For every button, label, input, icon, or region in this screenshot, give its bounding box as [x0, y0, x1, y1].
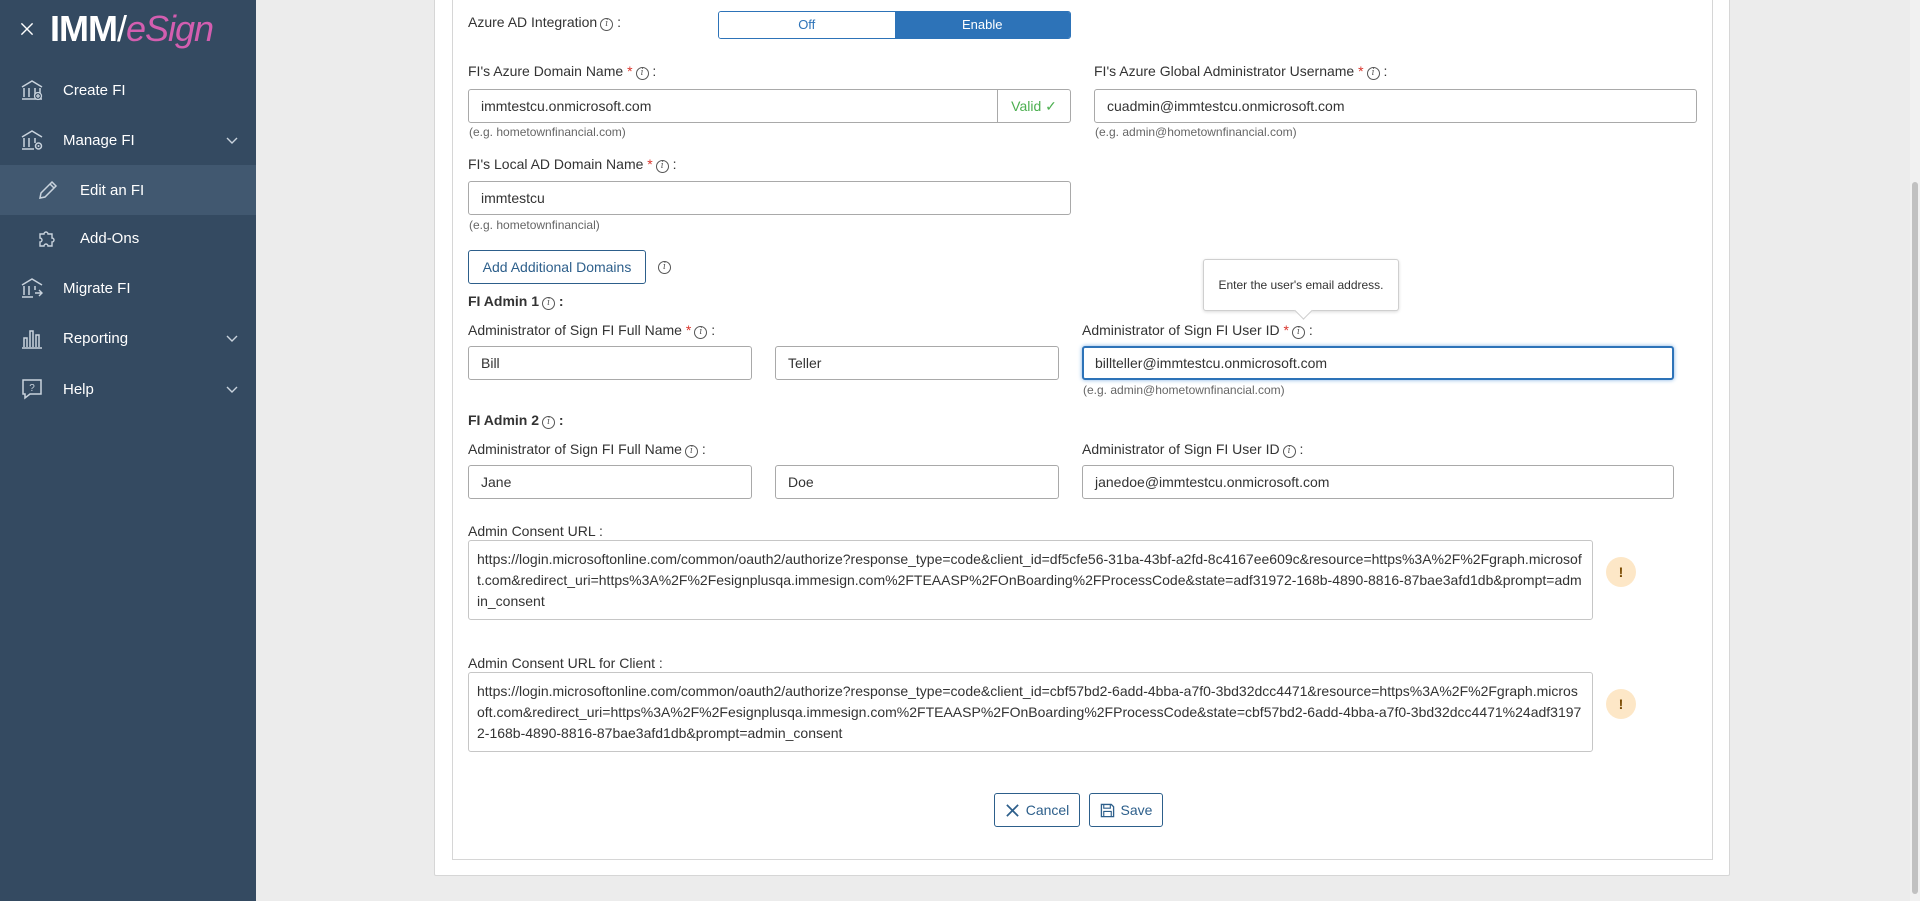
bar-chart-icon — [20, 326, 44, 350]
info-icon[interactable]: i — [636, 67, 649, 80]
sidebar-item-reporting[interactable] — [0, 313, 256, 363]
info-icon[interactable]: i — [600, 18, 613, 31]
sidebar-item-label: Create FI — [63, 81, 126, 99]
admin1-last-name-input[interactable]: Teller — [775, 346, 1059, 380]
sidebar-item-label: Migrate FI — [63, 279, 131, 297]
save-label: Save — [1120, 802, 1153, 818]
admin1-user-id-input[interactable]: billteller@immtestcu.onmicrosoft.com — [1082, 346, 1674, 380]
admin-consent-url-client-textarea[interactable]: https://login.microsoftonline.com/common/oauth2/authorize?response_type=code&client_id=cbf57bd2-6add-4bba-a7f0-3bd32dcc4471&resource=https%3A%2F%2Fgraph.microsoft.com&redirect_uri=https%3A%2F%2Fesignplusqa.immesign.com%2FTEAASP%2FOnBoarding%2FProcessCode&state=cbf57bd2-6add-4bba-a7f0-3bd32dcc4471%24adf31972-168b-4890-8816-87bae3afd1db&prompt=admin_consent — [468, 672, 1593, 752]
add-additional-domains-button[interactable]: Add Additional Domains — [468, 250, 646, 284]
admin1-full-name-label: Administrator of Sign FI Full Name * i : — [468, 322, 716, 338]
pencil-icon — [36, 178, 60, 202]
fi-admin-2-title: FI Admin 2 i : — [468, 412, 564, 428]
azure-admin-hint: (e.g. admin@hometownfinancial.com) — [1095, 125, 1297, 139]
info-icon[interactable]: i — [658, 261, 671, 274]
info-icon[interactable]: i — [1367, 67, 1380, 80]
info-icon[interactable]: i — [542, 297, 555, 310]
valid-badge: Valid ✓ — [997, 89, 1071, 123]
admin-consent-url-label: Admin Consent URL : — [468, 523, 603, 539]
info-icon[interactable]: i — [656, 160, 669, 173]
sidebar-item-label: Add-Ons — [80, 229, 140, 247]
page-scrollbar[interactable] — [1910, 0, 1920, 901]
admin1-user-id-hint: (e.g. admin@hometownfinancial.com) — [1083, 383, 1285, 397]
admin-consent-url-textarea[interactable]: https://login.microsoftonline.com/common/oauth2/authorize?response_type=code&client_id=df5cfe56-31ba-43bf-a2fd-8c4167ee609c&resource=https%3A%2F%2Fgraph.microsoft.com&redirect_uri=https%3A%2F%2Fesignplusqa.immesign.com%2FTEAASP%2FOnBoarding%2FProcessCode&state=adf31972-168b-4890-8816-87bae3afd1db&prompt=admin_consent — [468, 540, 1593, 620]
sidebar-item-label: Manage FI — [63, 131, 135, 149]
app-logo: IMM/eSign — [50, 8, 214, 49]
chevron-down-icon — [226, 332, 238, 344]
floppy-disk-icon — [1100, 803, 1115, 818]
info-icon[interactable]: i — [542, 416, 555, 429]
admin2-last-name-input[interactable]: Doe — [775, 465, 1059, 499]
bank-transfer-icon — [20, 276, 44, 300]
save-button[interactable] — [1089, 793, 1163, 827]
scrollbar-thumb[interactable] — [1912, 182, 1918, 894]
sidebar-item-label: Edit an FI — [80, 181, 145, 199]
admin1-user-id-label: Administrator of Sign FI User ID * i : — [1082, 322, 1313, 338]
sidebar — [0, 0, 256, 901]
admin2-user-id-input[interactable]: janedoe@immtestcu.onmicrosoft.com — [1082, 465, 1674, 499]
sidebar-item-help[interactable] — [0, 364, 256, 414]
azure-domain-hint: (e.g. hometownfinancial.com) — [469, 125, 626, 139]
chevron-down-icon — [226, 134, 238, 146]
puzzle-icon — [36, 226, 60, 250]
cancel-button[interactable] — [994, 793, 1080, 827]
toggle-off-option[interactable]: Off — [719, 12, 895, 38]
azure-domain-input[interactable]: immtestcu.onmicrosoft.com — [468, 89, 998, 123]
sidebar-item-label: Help — [63, 380, 94, 398]
admin2-first-name-input[interactable]: Jane — [468, 465, 752, 499]
local-ad-input[interactable]: immtestcu — [468, 181, 1071, 215]
warning-icon[interactable]: ! — [1606, 557, 1636, 587]
warning-icon[interactable]: ! — [1606, 689, 1636, 719]
azure-ad-toggle[interactable] — [718, 11, 1071, 39]
azure-ad-integration-label: Azure AD Integration i : — [468, 14, 621, 30]
help-bubble-icon — [20, 377, 44, 401]
admin2-full-name-label: Administrator of Sign FI Full Name i : — [468, 441, 706, 457]
azure-domain-label: FI's Azure Domain Name * i : — [468, 63, 657, 79]
bank-icon — [20, 78, 44, 102]
admin2-user-id-label: Administrator of Sign FI User ID i : — [1082, 441, 1304, 457]
chevron-down-icon — [226, 383, 238, 395]
cancel-label: Cancel — [1025, 802, 1070, 818]
user-id-tooltip: Enter the user's email address. — [1203, 259, 1399, 311]
info-icon[interactable]: i — [694, 326, 707, 339]
azure-admin-input[interactable]: cuadmin@immtestcu.onmicrosoft.com — [1094, 89, 1697, 123]
info-icon[interactable]: i — [1292, 326, 1305, 339]
admin1-first-name-input[interactable]: Bill — [468, 346, 752, 380]
svg-text:?: ? — [29, 383, 35, 394]
azure-admin-label: FI's Azure Global Administrator Username * i : — [1094, 63, 1388, 79]
sidebar-item-label: Reporting — [63, 329, 129, 347]
local-ad-hint: (e.g. hometownfinancial) — [469, 218, 600, 232]
sidebar-item-migrate-fi[interactable] — [0, 263, 256, 313]
sidebar-item-edit-fi[interactable] — [0, 165, 256, 215]
info-icon[interactable]: i — [1283, 445, 1296, 458]
close-icon — [1005, 803, 1020, 818]
sidebar-item-create-fi[interactable] — [0, 65, 256, 115]
admin-consent-url-client-label: Admin Consent URL for Client : — [468, 655, 663, 671]
sidebar-header — [0, 0, 256, 64]
fi-admin-1-title: FI Admin 1 i : — [468, 293, 564, 309]
info-icon[interactable]: i — [685, 445, 698, 458]
bank-gear-icon — [20, 128, 44, 152]
close-icon[interactable] — [20, 22, 34, 36]
sidebar-item-manage-fi[interactable] — [0, 115, 256, 165]
sidebar-item-add-ons[interactable] — [0, 213, 256, 263]
local-ad-label: FI's Local AD Domain Name * i : — [468, 156, 677, 172]
toggle-enable-option[interactable]: Enable — [895, 12, 1071, 38]
